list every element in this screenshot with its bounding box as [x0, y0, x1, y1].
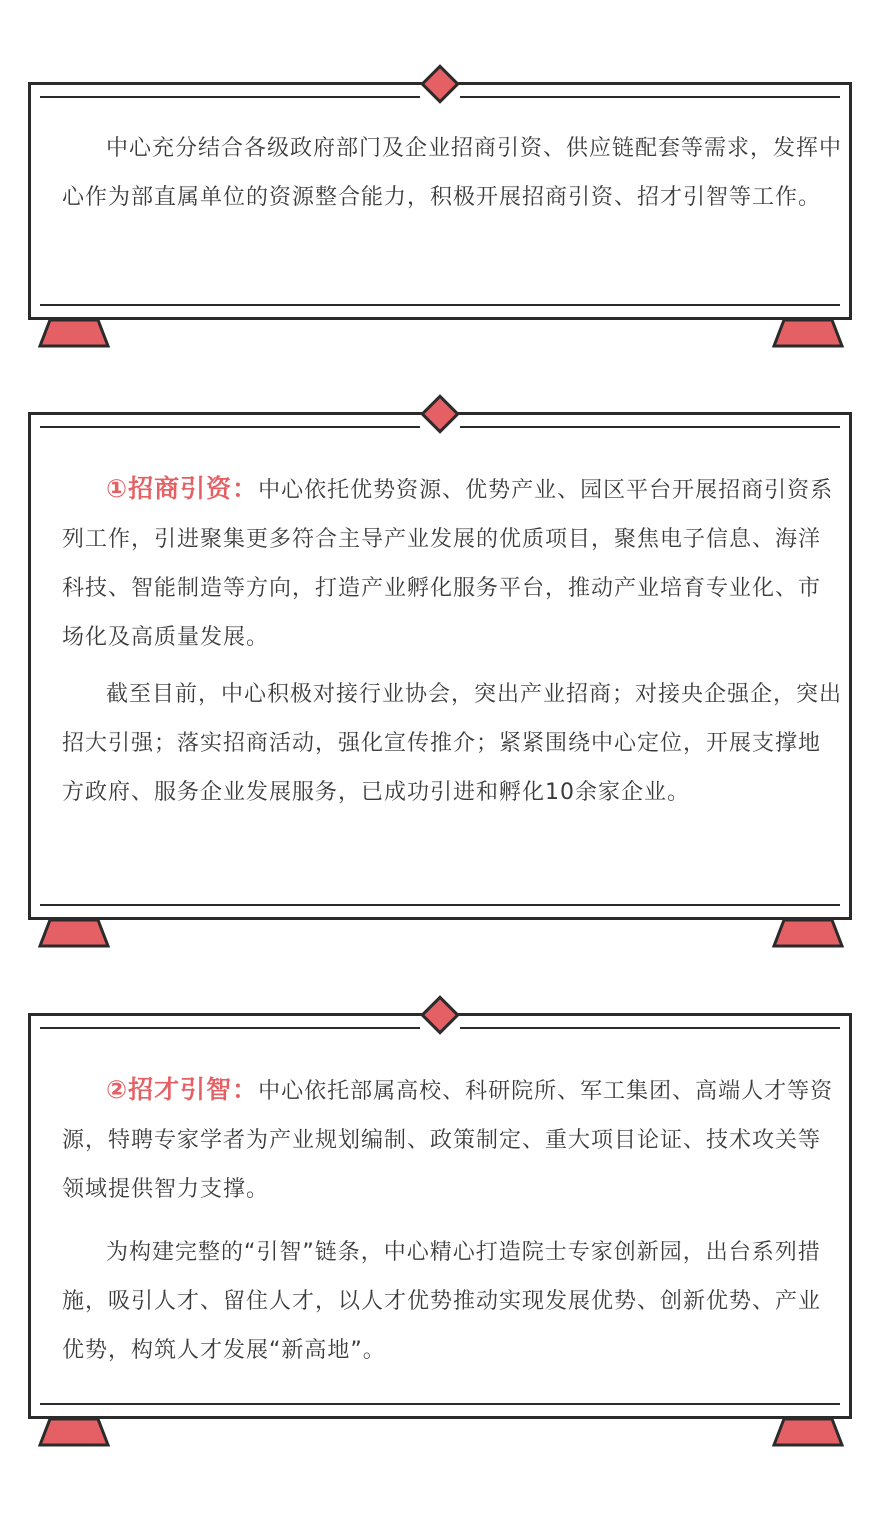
- top-rule-right: [460, 96, 840, 98]
- section1-text: [62, 464, 842, 817]
- section2-paragraph1: [62, 1065, 842, 1214]
- section1-heading: ①招商引资：: [106, 474, 259, 503]
- top-rule-right: [460, 1027, 840, 1029]
- section1-paragraph1: [62, 464, 842, 662]
- top-rule-right: [460, 426, 840, 428]
- right-leg: [772, 1417, 844, 1447]
- right-leg: [772, 918, 844, 948]
- bottom-rule: [40, 904, 840, 906]
- section2-heading: ②招才引智：: [106, 1075, 259, 1104]
- bottom-rule: [40, 304, 840, 306]
- bottom-rule: [40, 1403, 840, 1405]
- section2-paragraph2: 为构建完整的“引智”链条，中心精心打造院士专家创新园，出台系列措施，吸引人才、留住人才，以人才优势推动实现发展优势、创新优势、产业优势，构筑人才发展“新高地”。: [62, 1240, 822, 1363]
- top-rule-left: [40, 1027, 420, 1029]
- section1-paragraph2: 截至目前，中心积极对接行业协会，突出产业招商；对接央企强企，突出招大引强；落实招商活动，强化宣传推介；紧紧围绕中心定位，开展支撑地方政府、服务企业发展服务，已成功引进和孵化10余家企业。: [62, 682, 843, 805]
- top-rule-left: [40, 426, 420, 428]
- left-leg: [38, 318, 110, 348]
- right-leg: [772, 318, 844, 348]
- top-rule-left: [40, 96, 420, 98]
- intro-text: [62, 124, 842, 222]
- section1-body1: 中心依托优势资源、优势产业、园区平台开展招商引资系列工作，引进聚集更多符合主导产业发展的优质项目，聚焦电子信息、海洋科技、智能制造等方向，打造产业孵化服务平台，推动产业培育专业化、市场化及高质量发展。: [62, 478, 834, 650]
- left-leg: [38, 1417, 110, 1447]
- section2-text: [62, 1065, 842, 1375]
- section2-body1: 中心依托部属高校、科研院所、军工集团、高端人才等资源，特聘专家学者为产业规划编制、政策制定、重大项目论证、技术攻关等领域提供智力支撑。: [62, 1079, 834, 1202]
- intro-paragraph: 中心充分结合各级政府部门及企业招商引资、供应链配套等需求，发挥中心作为部直属单位的资源整合能力，积极开展招商引资、招才引智等工作。: [62, 136, 843, 210]
- left-leg: [38, 918, 110, 948]
